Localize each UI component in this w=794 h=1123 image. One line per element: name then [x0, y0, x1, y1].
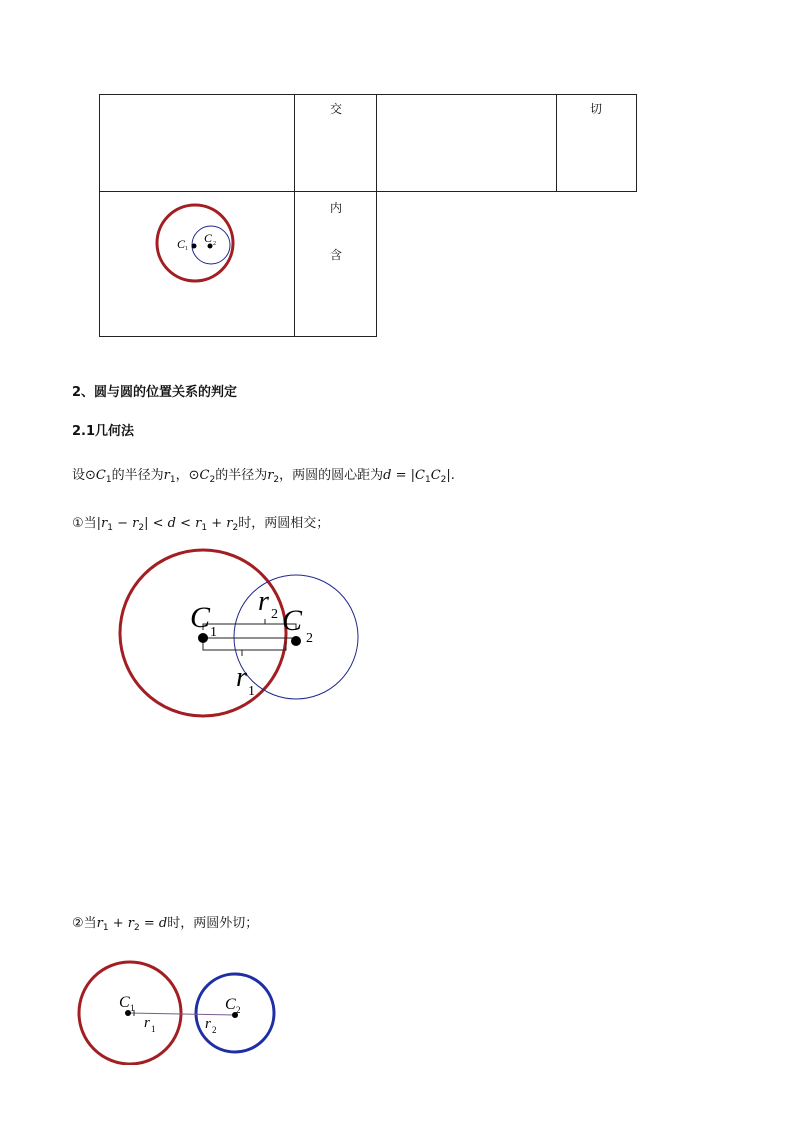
c2-sub: 2 — [236, 1005, 241, 1015]
r1-sub: 1 — [248, 684, 255, 699]
c2-sub: 2 — [306, 631, 313, 646]
intersecting-circles-figure — [110, 540, 370, 730]
c1-sub: 1 — [130, 1003, 135, 1013]
center-c1-sub: 1 — [185, 246, 188, 252]
distance-formula: d = |C — [383, 468, 425, 483]
table-col-divider-2 — [376, 94, 377, 337]
case1-condition: ①当$|r_1 - r_2| < d < r_1 + r_2$时，两圆相交； — [72, 516, 330, 533]
table-col-divider-1 — [294, 94, 295, 337]
center-c2-label: C — [204, 231, 213, 245]
c1-label: C — [119, 994, 130, 1011]
center-c1-label: C — [177, 237, 186, 251]
r1-label: r — [144, 1015, 150, 1031]
externally-tangent-figure — [70, 960, 290, 1065]
center-c2-dot — [291, 636, 301, 646]
r1-sub: 1 — [151, 1024, 156, 1034]
center-c1-dot — [192, 244, 197, 249]
c1-sub: 1 — [210, 625, 217, 640]
table-cell-contain-label-2: 含 — [329, 248, 342, 262]
r2-sub: 2 — [212, 1025, 217, 1035]
table-border-left — [99, 94, 100, 337]
r2-label: r — [258, 586, 269, 617]
c1-label: C — [190, 601, 211, 634]
center-c1-dot — [198, 633, 208, 643]
table-border-right — [636, 94, 637, 192]
section-heading: 2、圆与圆的位置关系的判定 — [72, 385, 238, 400]
outer-circle — [157, 205, 233, 281]
r2-sub: 2 — [271, 607, 278, 622]
contained-circles-figure — [150, 200, 242, 290]
table-cell-tangent-label: 切 — [589, 102, 602, 116]
c2-label: C — [282, 604, 303, 637]
center-c2-sub: 2 — [213, 241, 216, 247]
c2-label: C — [225, 996, 236, 1013]
case2-condition: ②当$r_1 + r_2 = d$时，两圆外切； — [72, 916, 259, 933]
table-cell-contain-label-1: 内 — [329, 201, 342, 215]
circle-symbol: ⊙ — [85, 468, 96, 483]
table-cell-intersect-label: 交 — [329, 102, 342, 116]
subsection-heading: 2.1几何法 — [72, 424, 135, 439]
r1-label: r — [236, 662, 247, 693]
r1-bracket — [203, 642, 286, 650]
table-col-divider-3 — [556, 94, 557, 192]
table-border-bottom — [99, 336, 376, 337]
r2-label: r — [205, 1016, 211, 1032]
setup-paragraph: 设$⊙C_1$的半径为$r_1$，$⊙C_2$的半径为$r_2$，两圆的圆心距为$d = |C_1C_2|$. — [72, 468, 455, 485]
